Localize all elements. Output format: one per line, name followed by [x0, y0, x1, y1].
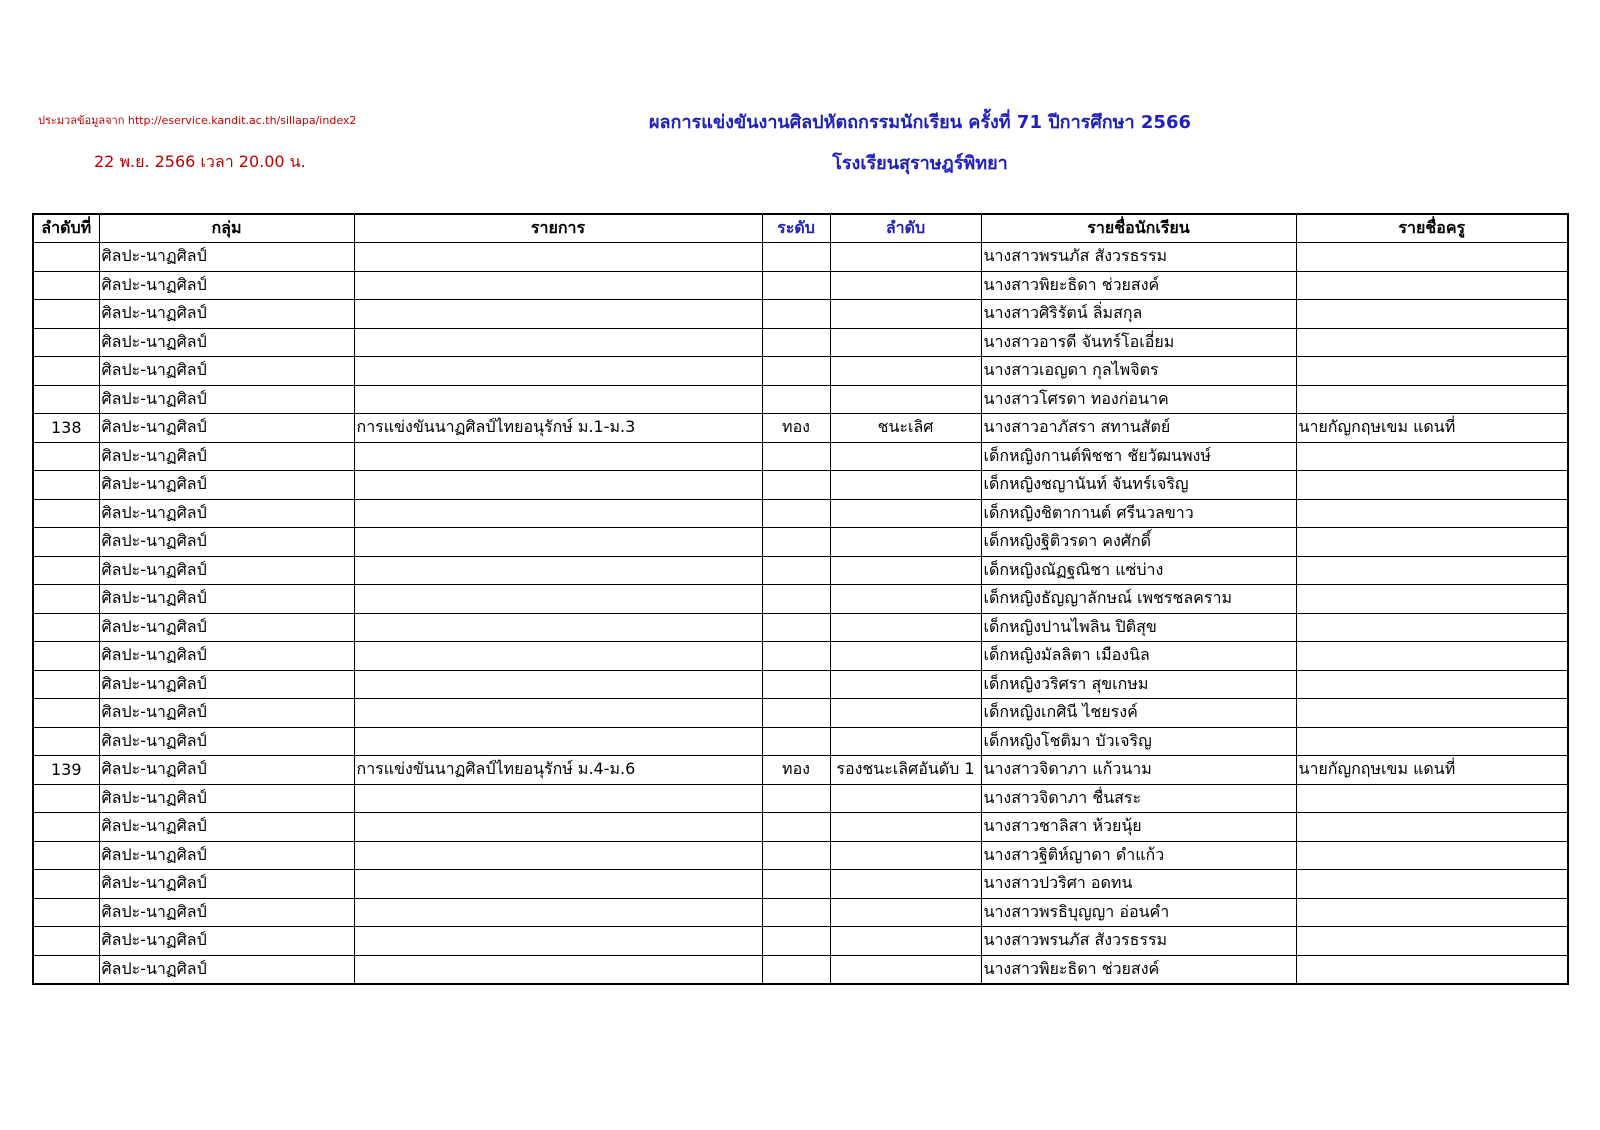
cell-event [354, 556, 762, 585]
school-name: โรงเรียนสุราษฎร์พิทยา [832, 153, 1008, 174]
cell-student: เด็กหญิงมัลลิตา เมืองนิล [981, 642, 1296, 671]
column-header-rank: ลำดับ [830, 214, 981, 243]
cell-rank [830, 499, 981, 528]
cell-student: เด็กหญิงฐิติวรดา คงศักดิ์ [981, 528, 1296, 557]
cell-event [354, 357, 762, 386]
cell-level [762, 328, 830, 357]
cell-group: ศิลปะ-นาฏศิลป์ [99, 414, 354, 443]
cell-level [762, 841, 830, 870]
cell-event [354, 271, 762, 300]
cell-student: นางสาวศิริรัตน์ ลิ่มสกุล [981, 300, 1296, 329]
cell-level [762, 499, 830, 528]
cell-student: เด็กหญิงปานไพลิน ปิติสุข [981, 613, 1296, 642]
cell-rank [830, 613, 981, 642]
cell-no [33, 528, 99, 557]
cell-level [762, 727, 830, 756]
cell-student: นางสาวพิยะธิดา ช่วยสงค์ [981, 955, 1296, 984]
cell-teacher [1296, 727, 1568, 756]
cell-group: ศิลปะ-นาฏศิลป์ [99, 585, 354, 614]
table-row [33, 841, 1568, 870]
source-note: ประมวลข้อมูลจาก http://eservice.kandit.ac.th/sillapa/index2 [38, 114, 357, 127]
cell-teacher [1296, 243, 1568, 272]
cell-no [33, 300, 99, 329]
cell-student: เด็กหญิงโชติมา บัวเจริญ [981, 727, 1296, 756]
cell-level [762, 471, 830, 500]
cell-rank [830, 357, 981, 386]
cell-student: เด็กหญิงชญานันท์ จันทร์เจริญ [981, 471, 1296, 500]
cell-teacher [1296, 784, 1568, 813]
cell-rank [830, 727, 981, 756]
cell-rank [830, 300, 981, 329]
cell-rank [830, 271, 981, 300]
cell-event [354, 328, 762, 357]
cell-student: นางสาวอาภัสรา สทานสัตย์ [981, 414, 1296, 443]
cell-teacher: นายกัญกฤษเขม แดนที่ [1296, 756, 1568, 785]
table-row [33, 613, 1568, 642]
cell-group: ศิลปะ-นาฏศิลป์ [99, 756, 354, 785]
table-header-row [33, 214, 1568, 243]
cell-group: ศิลปะ-นาฏศิลป์ [99, 528, 354, 557]
cell-no [33, 471, 99, 500]
cell-group: ศิลปะ-นาฏศิลป์ [99, 271, 354, 300]
cell-no [33, 328, 99, 357]
cell-rank [830, 813, 981, 842]
cell-teacher [1296, 556, 1568, 585]
cell-event [354, 870, 762, 899]
cell-rank [830, 243, 981, 272]
cell-teacher [1296, 499, 1568, 528]
cell-student: นางสาวจิดาภา ชื่นสระ [981, 784, 1296, 813]
cell-group: ศิลปะ-นาฏศิลป์ [99, 357, 354, 386]
table-row [33, 955, 1568, 984]
cell-teacher [1296, 813, 1568, 842]
cell-group: ศิลปะ-นาฏศิลป์ [99, 385, 354, 414]
cell-teacher [1296, 927, 1568, 956]
cell-group: ศิลปะ-นาฏศิลป์ [99, 927, 354, 956]
cell-rank [830, 841, 981, 870]
cell-teacher [1296, 870, 1568, 899]
cell-no [33, 955, 99, 984]
cell-no [33, 442, 99, 471]
cell-student: เด็กหญิงวริศรา สุขเกษม [981, 670, 1296, 699]
table-row [33, 385, 1568, 414]
table-row [33, 642, 1568, 671]
cell-teacher [1296, 585, 1568, 614]
cell-level [762, 670, 830, 699]
cell-level [762, 784, 830, 813]
table-row [33, 898, 1568, 927]
cell-teacher [1296, 642, 1568, 671]
cell-student: นางสาวจิดาภา แก้วนาม [981, 756, 1296, 785]
cell-student: นางสาวพรนภัส สังวรธรรม [981, 927, 1296, 956]
cell-student: เด็กหญิงชิตากานต์ ศรีนวลขาว [981, 499, 1296, 528]
cell-student: นางสาวพิยะธิดา ช่วยสงค์ [981, 271, 1296, 300]
cell-no [33, 784, 99, 813]
cell-event [354, 528, 762, 557]
cell-rank [830, 528, 981, 557]
cell-level [762, 585, 830, 614]
cell-no [33, 585, 99, 614]
cell-group: ศิลปะ-นาฏศิลป์ [99, 613, 354, 642]
cell-event: การแข่งขันนาฏศิลป์ไทยอนุรักษ์ ม.1-ม.3 [354, 414, 762, 443]
cell-teacher [1296, 271, 1568, 300]
cell-student: นางสาวปวริศา อดทน [981, 870, 1296, 899]
cell-teacher [1296, 841, 1568, 870]
table-row [33, 927, 1568, 956]
cell-event [354, 898, 762, 927]
cell-level [762, 613, 830, 642]
cell-teacher [1296, 955, 1568, 984]
cell-no [33, 613, 99, 642]
table-row [33, 471, 1568, 500]
cell-teacher [1296, 442, 1568, 471]
column-header-group: กลุ่ม [99, 214, 354, 243]
table-row [33, 528, 1568, 557]
cell-group: ศิลปะ-นาฏศิลป์ [99, 727, 354, 756]
table-body [33, 243, 1568, 984]
cell-event [354, 727, 762, 756]
cell-group: ศิลปะ-นาฏศิลป์ [99, 813, 354, 842]
cell-rank: ชนะเลิศ [830, 414, 981, 443]
cell-teacher [1296, 300, 1568, 329]
cell-rank [830, 784, 981, 813]
cell-level [762, 243, 830, 272]
cell-group: ศิลปะ-นาฏศิลป์ [99, 300, 354, 329]
cell-rank [830, 328, 981, 357]
cell-rank [830, 898, 981, 927]
table-row [33, 442, 1568, 471]
table-row [33, 585, 1568, 614]
cell-student: นางสาวฐิติห์ญาดา ดำแก้ว [981, 841, 1296, 870]
cell-level [762, 271, 830, 300]
cell-level [762, 300, 830, 329]
cell-level: ทอง [762, 756, 830, 785]
table-row [33, 414, 1568, 443]
cell-event [354, 955, 762, 984]
cell-student: เด็กหญิงณัฏฐณิชา แซ่บ่าง [981, 556, 1296, 585]
cell-group: ศิลปะ-นาฏศิลป์ [99, 328, 354, 357]
cell-no [33, 499, 99, 528]
cell-level: ทอง [762, 414, 830, 443]
cell-rank [830, 642, 981, 671]
cell-no [33, 927, 99, 956]
cell-event [354, 670, 762, 699]
report-date: 22 พ.ย. 2566 เวลา 20.00 น. [94, 152, 306, 171]
column-header-level: ระดับ [762, 214, 830, 243]
cell-no [33, 556, 99, 585]
cell-level [762, 528, 830, 557]
cell-teacher [1296, 471, 1568, 500]
cell-teacher [1296, 898, 1568, 927]
cell-student: นางสาวเอญดา กุลไพจิตร [981, 357, 1296, 386]
cell-teacher [1296, 357, 1568, 386]
cell-no [33, 813, 99, 842]
cell-rank [830, 442, 981, 471]
cell-no [33, 699, 99, 728]
table-row [33, 670, 1568, 699]
cell-group: ศิลปะ-นาฏศิลป์ [99, 898, 354, 927]
cell-rank [830, 585, 981, 614]
table-row [33, 756, 1568, 785]
cell-no [33, 870, 99, 899]
cell-group: ศิลปะ-นาฏศิลป์ [99, 642, 354, 671]
table-row [33, 813, 1568, 842]
cell-student: นางสาวอารดี จันทร์โอเอี่ยม [981, 328, 1296, 357]
cell-level [762, 556, 830, 585]
cell-event [354, 385, 762, 414]
cell-group: ศิลปะ-นาฏศิลป์ [99, 870, 354, 899]
cell-event [354, 699, 762, 728]
cell-student: เด็กหญิงเกศินี ไชยรงค์ [981, 699, 1296, 728]
cell-no [33, 727, 99, 756]
table-row [33, 357, 1568, 386]
cell-no [33, 898, 99, 927]
cell-event [354, 300, 762, 329]
cell-event [354, 442, 762, 471]
cell-level [762, 898, 830, 927]
cell-student: เด็กหญิงธัญญาลักษณ์ เพชรชลคราม [981, 585, 1296, 614]
cell-teacher [1296, 613, 1568, 642]
cell-rank: รองชนะเลิศอันดับ 1 [830, 756, 981, 785]
column-header-no: ลำดับที่ [33, 214, 99, 243]
cell-event [354, 585, 762, 614]
cell-no [33, 357, 99, 386]
column-header-teacher: รายชื่อครู [1296, 214, 1568, 243]
cell-teacher [1296, 528, 1568, 557]
cell-no [33, 642, 99, 671]
table-row [33, 556, 1568, 585]
cell-level [762, 870, 830, 899]
cell-no [33, 841, 99, 870]
table-row [33, 727, 1568, 756]
cell-event [354, 813, 762, 842]
cell-no: 139 [33, 756, 99, 785]
cell-no [33, 271, 99, 300]
cell-event [354, 642, 762, 671]
cell-student: นางสาวพรธิบุญญา อ่อนคำ [981, 898, 1296, 927]
table-row [33, 784, 1568, 813]
results-table [32, 213, 1569, 985]
cell-rank [830, 699, 981, 728]
cell-event [354, 927, 762, 956]
table-row [33, 300, 1568, 329]
cell-event [354, 243, 762, 272]
cell-teacher [1296, 699, 1568, 728]
cell-event: การแข่งขันนาฏศิลป์ไทยอนุรักษ์ ม.4-ม.6 [354, 756, 762, 785]
table-row [33, 328, 1568, 357]
cell-group: ศิลปะ-นาฏศิลป์ [99, 243, 354, 272]
column-header-student: รายชื่อนักเรียน [981, 214, 1296, 243]
cell-teacher: นายกัญกฤษเขม แดนที่ [1296, 414, 1568, 443]
cell-rank [830, 385, 981, 414]
cell-group: ศิลปะ-นาฏศิลป์ [99, 699, 354, 728]
cell-group: ศิลปะ-นาฏศิลป์ [99, 670, 354, 699]
cell-rank [830, 556, 981, 585]
cell-level [762, 357, 830, 386]
cell-group: ศิลปะ-นาฏศิลป์ [99, 955, 354, 984]
cell-level [762, 385, 830, 414]
cell-student: นางสาวโศรดา ทองก่อนาค [981, 385, 1296, 414]
page-title: ผลการแข่งขันงานศิลปหัตถกรรมนักเรียน ครั้งที่ 71 ปีการศึกษา 2566 [648, 112, 1192, 133]
cell-rank [830, 870, 981, 899]
cell-event [354, 471, 762, 500]
cell-rank [830, 927, 981, 956]
cell-no [33, 385, 99, 414]
cell-teacher [1296, 385, 1568, 414]
cell-level [762, 927, 830, 956]
table-row [33, 870, 1568, 899]
cell-rank [830, 471, 981, 500]
cell-event [354, 499, 762, 528]
cell-level [762, 813, 830, 842]
cell-group: ศิลปะ-นาฏศิลป์ [99, 841, 354, 870]
cell-no [33, 243, 99, 272]
cell-rank [830, 955, 981, 984]
cell-teacher [1296, 670, 1568, 699]
cell-group: ศิลปะ-นาฏศิลป์ [99, 556, 354, 585]
cell-group: ศิลปะ-นาฏศิลป์ [99, 784, 354, 813]
cell-group: ศิลปะ-นาฏศิลป์ [99, 499, 354, 528]
cell-level [762, 442, 830, 471]
cell-level [762, 955, 830, 984]
cell-event [354, 841, 762, 870]
table-row [33, 699, 1568, 728]
table-row [33, 499, 1568, 528]
column-header-event: รายการ [354, 214, 762, 243]
cell-student: เด็กหญิงกานต์พิชชา ชัยวัฒนพงษ์ [981, 442, 1296, 471]
cell-level [762, 699, 830, 728]
table-row [33, 243, 1568, 272]
cell-teacher [1296, 328, 1568, 357]
cell-group: ศิลปะ-นาฏศิลป์ [99, 471, 354, 500]
cell-level [762, 642, 830, 671]
table-row [33, 271, 1568, 300]
cell-rank [830, 670, 981, 699]
cell-no: 138 [33, 414, 99, 443]
cell-student: นางสาวพรนภัส สังวรธรรม [981, 243, 1296, 272]
cell-event [354, 784, 762, 813]
cell-group: ศิลปะ-นาฏศิลป์ [99, 442, 354, 471]
cell-no [33, 670, 99, 699]
cell-student: นางสาวชาลิสา ห้วยนุ้ย [981, 813, 1296, 842]
cell-event [354, 613, 762, 642]
